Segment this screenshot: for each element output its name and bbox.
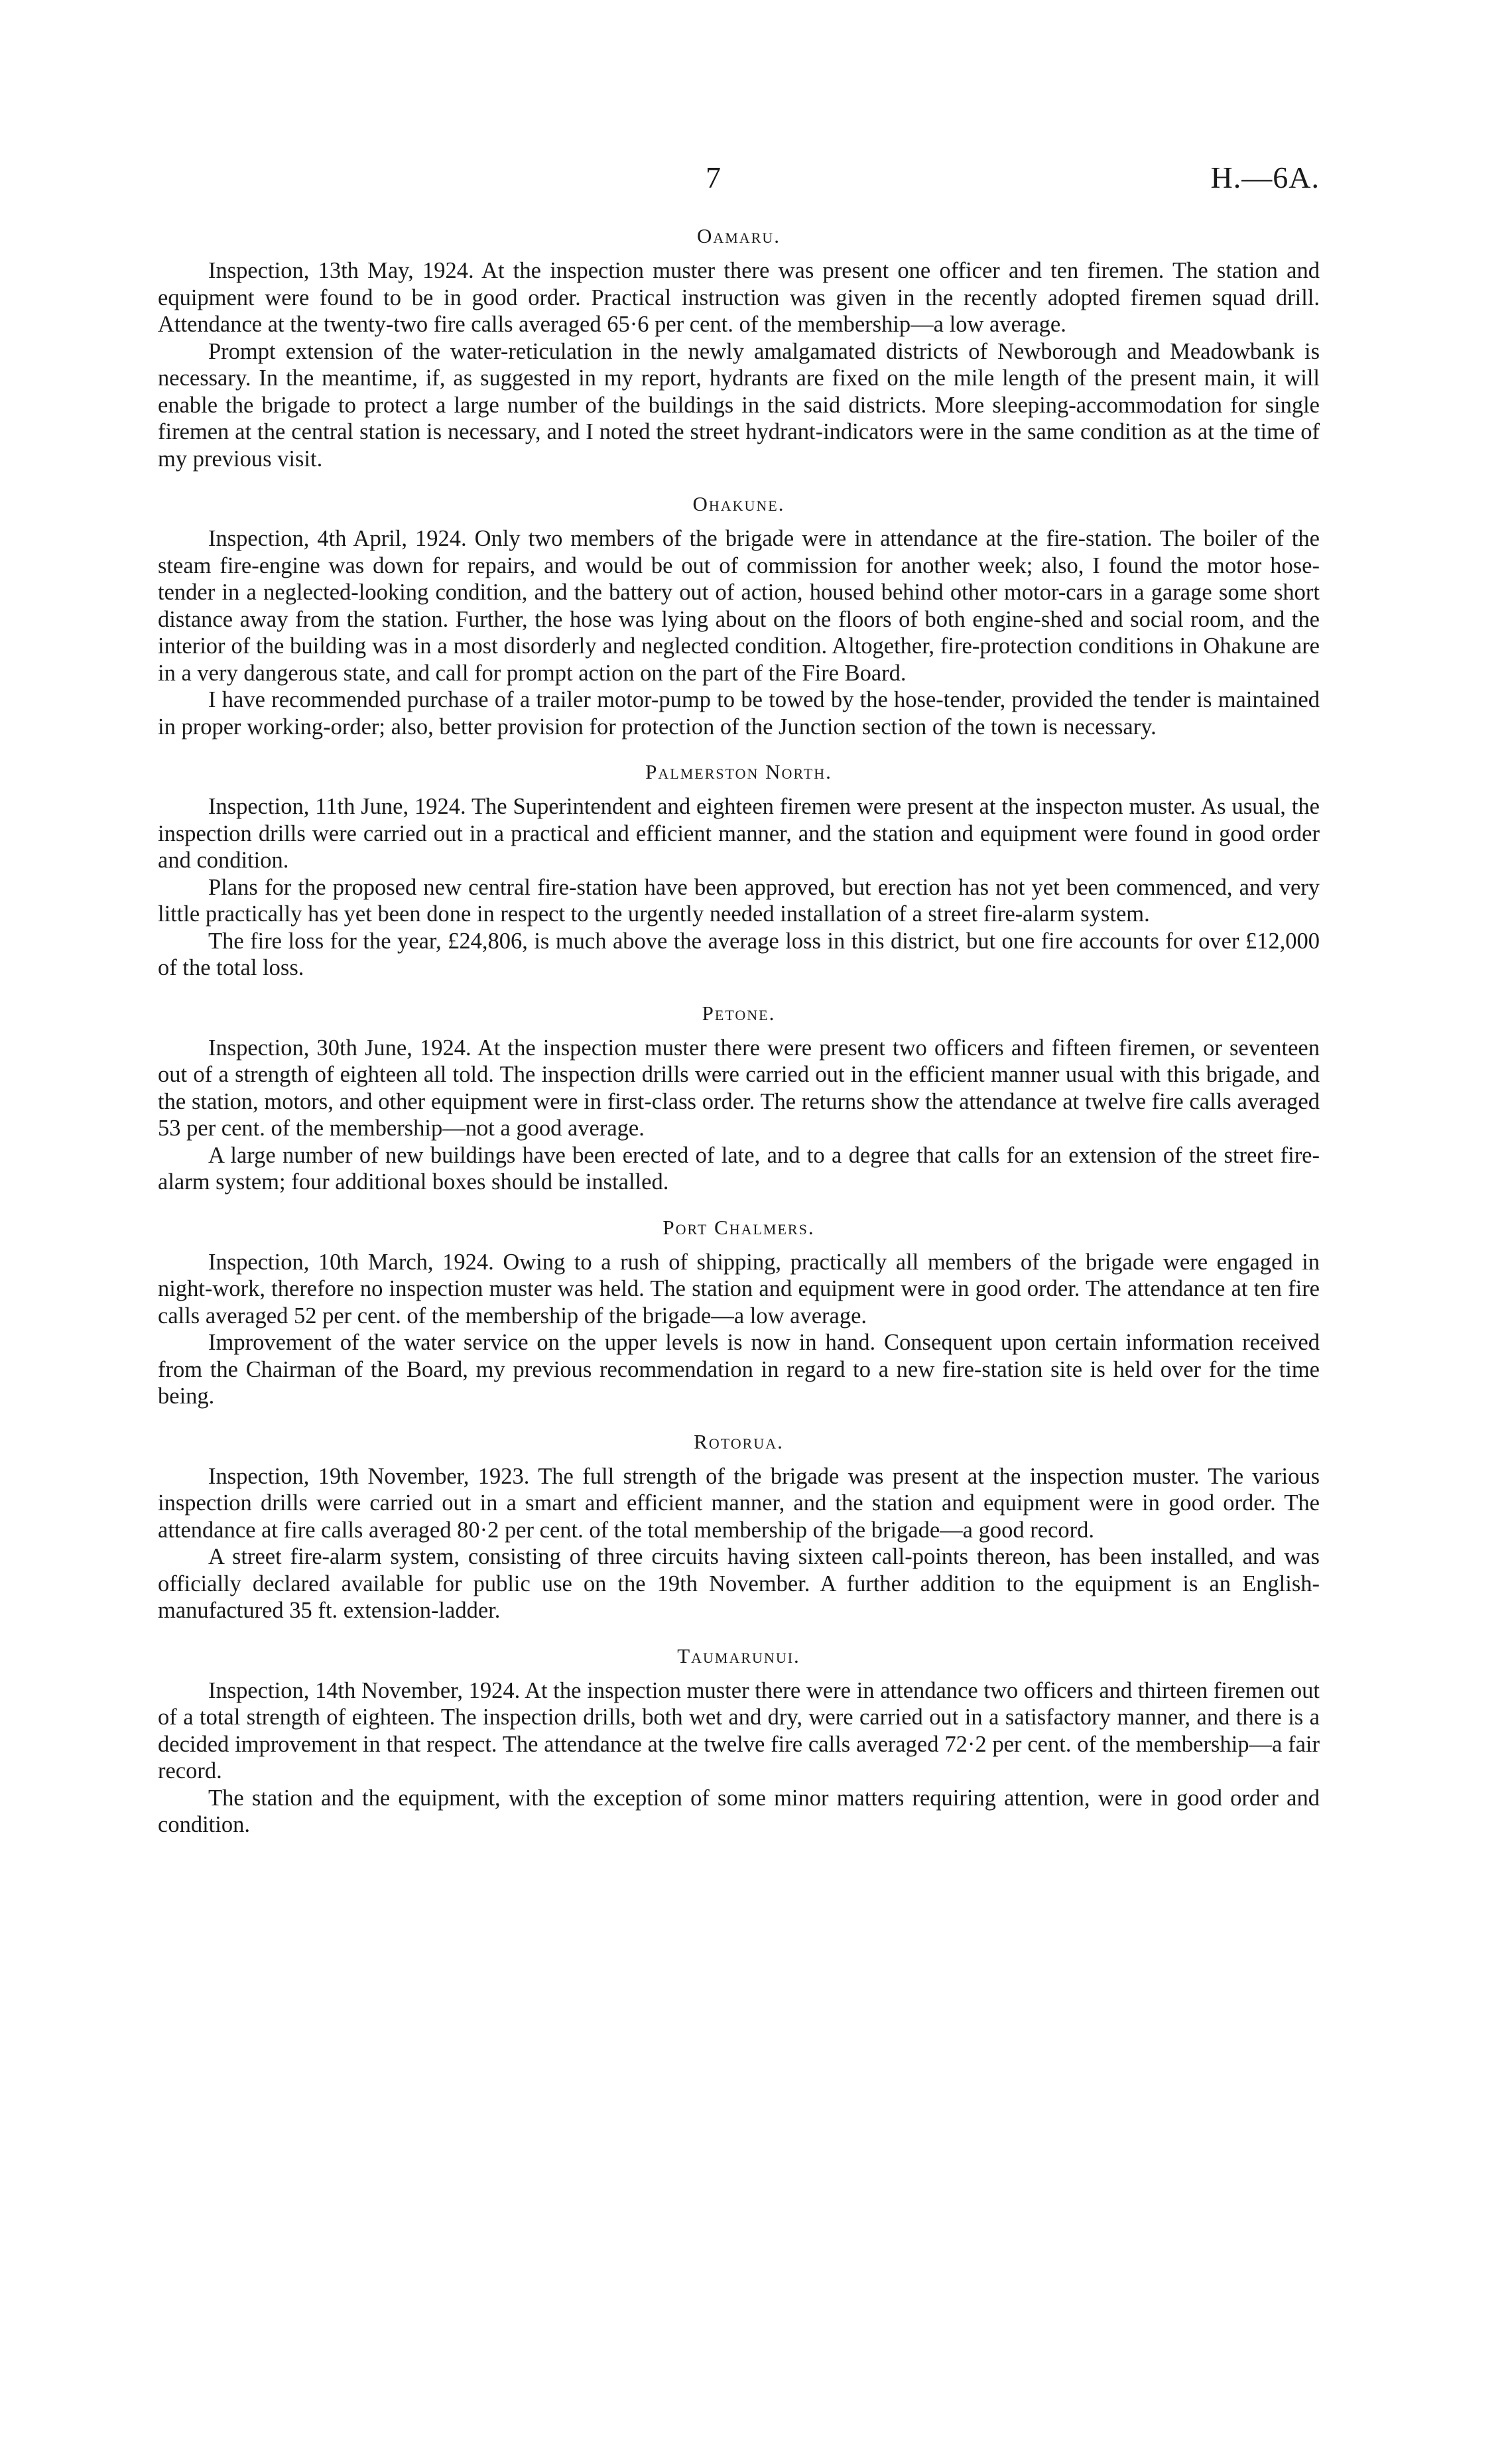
paragraph: The station and the equipment, with the exception of some minor matters requiring attention, were in good order and condition. <box>158 1785 1320 1837</box>
section-petone <box>158 1000 1320 1196</box>
section-ohakune <box>158 491 1320 740</box>
section-oamaru <box>158 223 1320 472</box>
section-heading: Petone. <box>702 1001 776 1025</box>
section-taumarunui <box>158 1643 1320 1839</box>
paragraph: Prompt extension of the water-reticulation in the newly amalgamated districts of Newborough and Meadowbank is necessary. In the meantime, if, as suggested in my report, hydrants are fixed on the mile length of the present main, it will enable the brigade to protect a large number of the buildings in the said districts. More sleeping-accommodation for single firemen at the central station is necessary, and I noted the street hydrant-indicators were in the same condition as at the time of my previous visit. <box>158 338 1320 472</box>
section-heading: Palmerston North. <box>645 760 832 783</box>
section-heading: Rotorua. <box>694 1429 784 1453</box>
paragraph: Improvement of the water service on the upper levels is now in hand. Consequent upon certain information received from the Chairman of the Board, my previous recommendation in regard to a new fire-station site is held over for the time being. <box>158 1330 1320 1409</box>
report-body <box>158 223 1320 1839</box>
section-heading: Ohakune. <box>692 492 785 515</box>
paragraph: A street fire-alarm system, consisting of three circuits having sixteen call-points thereon, has been installed, and was officially declared available for public use on the 19th November. A further addition to the equipment is an English-manufactured 35 ft. extension-ladder. <box>158 1544 1320 1623</box>
paragraph: Inspection, 11th June, 1924. The Superintendent and eighteen firemen were present at the inspecton muster. As usual, the inspection drills were carried out in a practical and efficient manner, and the station and equipment were found in good order and condition. <box>158 794 1320 873</box>
paragraph: A large number of new buildings have been erected of late, and to a degree that calls for an extension of the street fire-alarm system; four additional boxes should be installed. <box>158 1142 1320 1195</box>
section-heading: Taumarunui. <box>677 1644 800 1667</box>
section-heading: Port Chalmers. <box>662 1215 815 1239</box>
paragraph: Inspection, 14th November, 1924. At the inspection muster there were in attendance two officers and thirteen firemen out of a total strength of eighteen. The inspection drills, both wet and dry, were carried out in a satisfactory manner, and there is a decided improvement in that respect. The attendance at the twelve fire calls averaged 72·2 per cent. of the membership—a fair record. <box>158 1677 1320 1783</box>
section-port-chalmers <box>158 1214 1320 1410</box>
paragraph: Inspection, 30th June, 1924. At the inspection muster there were present two officers and fifteen firemen, or seventeen out of a strength of eighteen all told. The inspection drills were carried out in the efficient manner usual with this brigade, and the station, motors, and other equipment were in first-class order. The returns show the attendance at twelve fire calls averaged 53 per cent. of the membership—not a good average. <box>158 1035 1320 1141</box>
paragraph: The fire loss for the year, £24,806, is much above the average loss in this district, but one fire accounts for over £12,000 of the total loss. <box>158 928 1320 980</box>
document-reference: H.—6A. <box>1210 161 1320 194</box>
document-page <box>158 0 1320 2460</box>
section-heading: Oamaru. <box>696 224 781 247</box>
paragraph: Inspection, 4th April, 1924. Only two members of the brigade were in attendance at the fire-station. The boiler of the steam fire-engine was down for repairs, and would be out of commission for another week; also, I found the motor hose-tender in a neglected-looking condition, and the battery out of action, housed behind other motor-cars in a garage some short distance away from the station. Further, the hose was lying about on the floors of both engine-shed and social room, and the interior of the building was in a most disorderly and neglected condition. Altogether, fire-protection conditions in Ohakune are in a very dangerous state, and call for prompt action on the part of the Fire Board. <box>158 526 1320 686</box>
paragraph: I have recommended purchase of a trailer motor-pump to be towed by the hose-tender, provided the tender is maintained in proper working-order; also, better provision for protection of the Junction section of the town is necessary. <box>158 687 1320 740</box>
paragraph: Inspection, 13th May, 1924. At the inspection muster there was present one officer and ten firemen. The station and equipment were found to be in good order. Practical instruction was given in the recently adopted firemen squad drill. Attendance at the twenty-two fire calls averaged 65·6 per cent. of the membership—a low average. <box>158 258 1320 337</box>
paragraph: Inspection, 19th November, 1923. The full strength of the brigade was present at the inspection muster. The various inspection drills were carried out in a smart and efficient manner, and the station and equipment were in good order. The attendance at fire calls averaged 80·2 per cent. of the total membership of the brigade—a good record. <box>158 1463 1320 1543</box>
paragraph: Inspection, 10th March, 1924. Owing to a rush of shipping, practically all members of the brigade were engaged in night-work, therefore no inspection muster was held. The station and equipment were in good order. The attendance at ten fire calls averaged 52 per cent. of the membership of the brigade—a low average. <box>158 1249 1320 1328</box>
paragraph: Plans for the proposed new central fire-station have been approved, but erection has not yet been commenced, and very little practically has yet been done in respect to the urgently needed installation of a street fire-alarm system. <box>158 874 1320 927</box>
page-header <box>158 158 1320 198</box>
section-palmerston-north <box>158 759 1320 982</box>
page-number: 7 <box>706 161 721 194</box>
section-rotorua <box>158 1429 1320 1624</box>
